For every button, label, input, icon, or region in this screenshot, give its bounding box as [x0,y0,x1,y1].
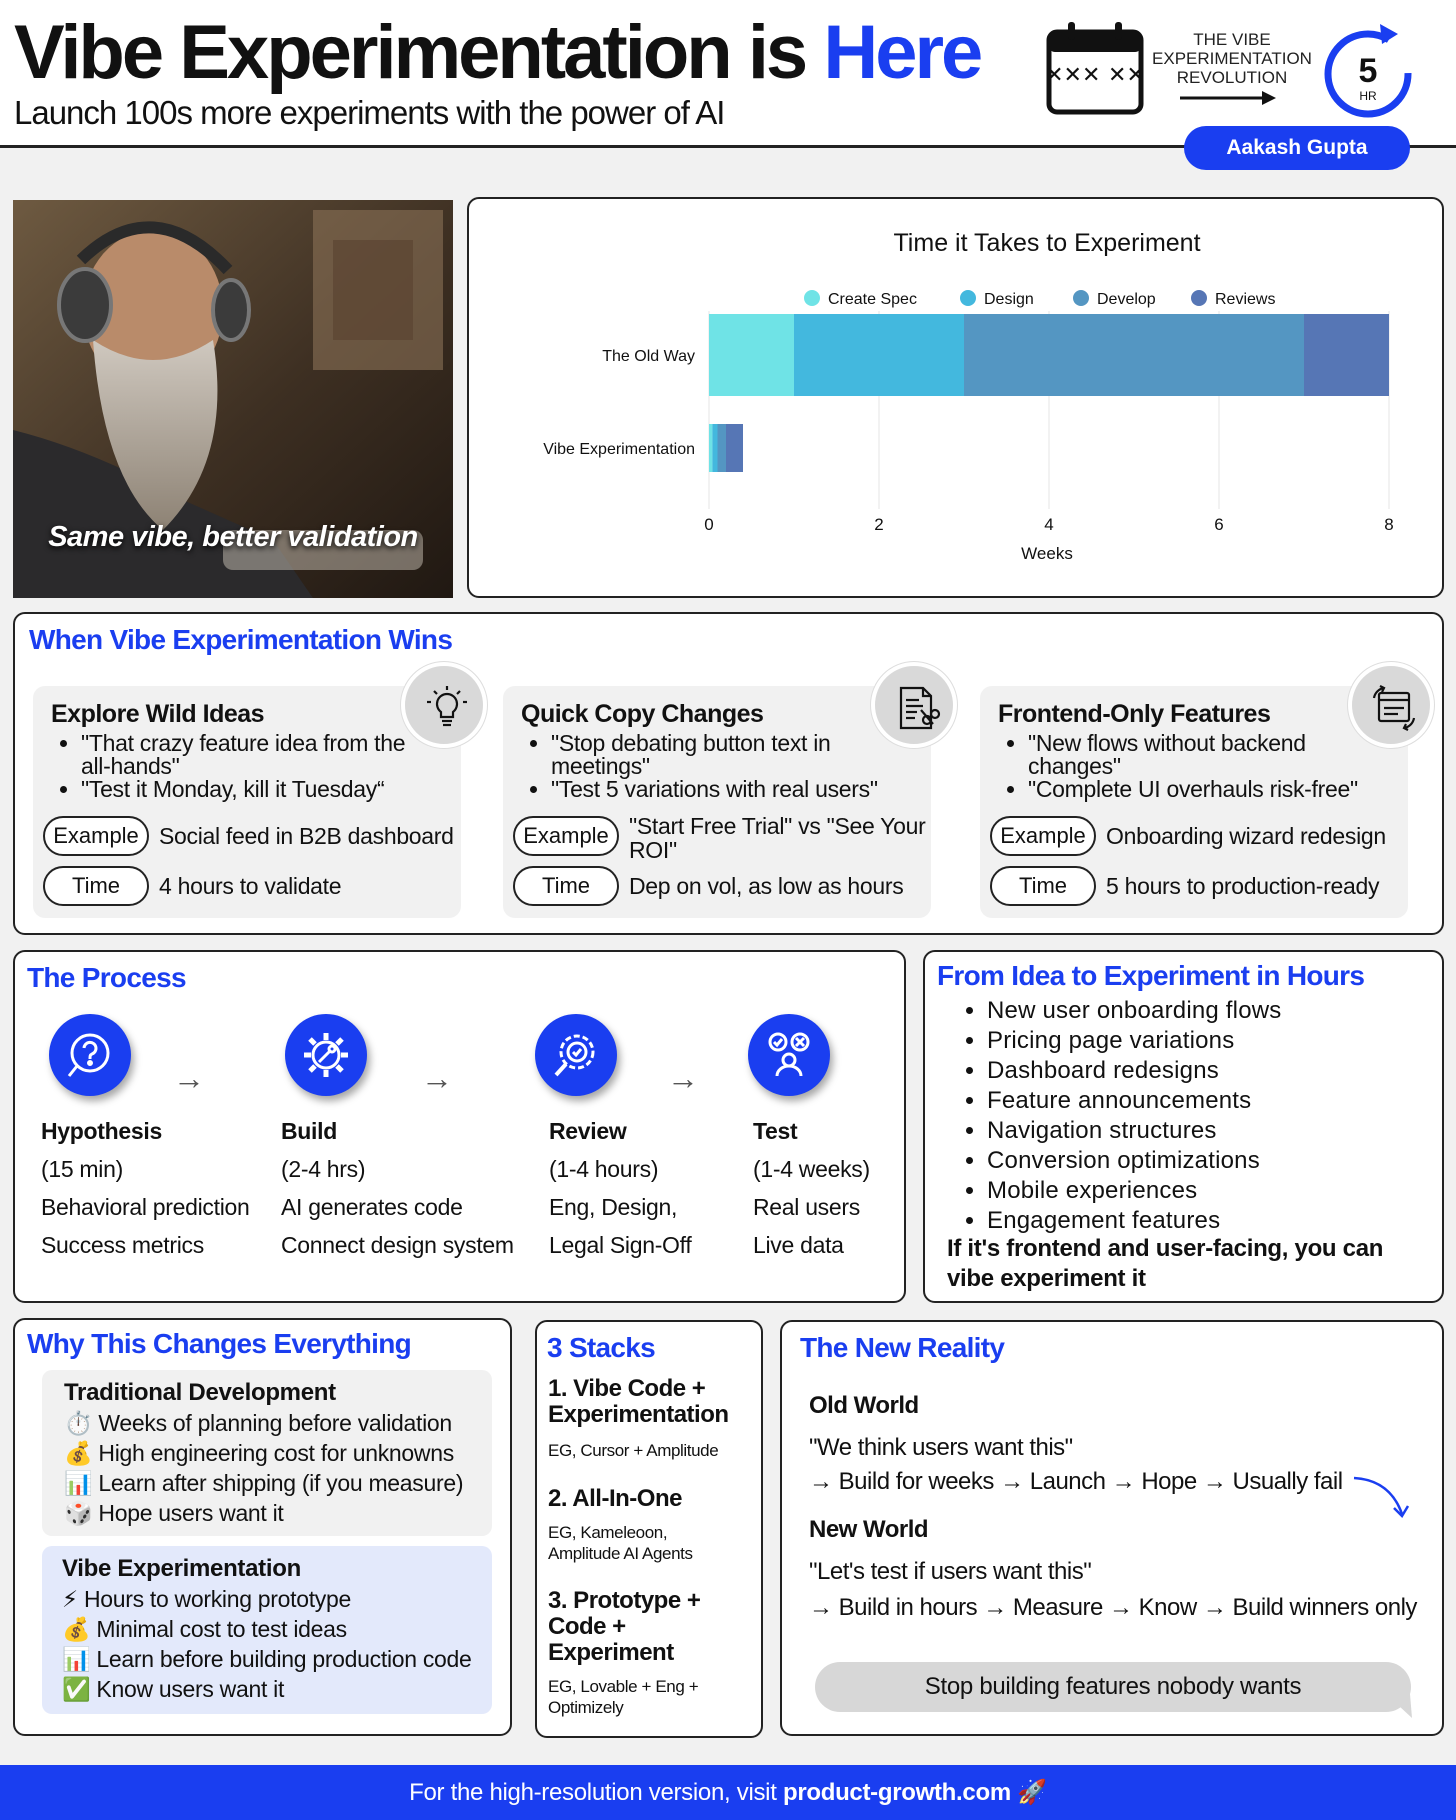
hero-photo [13,200,453,598]
step-name: Build [281,1118,337,1144]
step-detail: Behavioral prediction [41,1194,250,1220]
bar-segment [709,424,712,472]
list-item: 💰 Minimal cost to test ideas [62,1616,347,1642]
chart-tick-labels [704,515,1393,534]
time-value: 4 hours to validate [159,873,342,899]
stack-example: EG, Kameleoon, Amplitude AI Agents [548,1523,693,1563]
new-world-heading: New World [809,1516,929,1543]
step-text [753,1112,870,1264]
list-item: ✅ Know users want it [62,1676,285,1702]
time-value: Dep on vol, as low as hours [629,873,904,899]
chart-title: Time it Takes to Experiment [893,229,1201,257]
legend-swatch [804,290,820,306]
list-item: ⏱️ Weeks of planning before validation [64,1410,452,1436]
example-pill: Example [990,816,1096,856]
step-duration: (2-4 hrs) [281,1156,366,1182]
step-detail: Connect design system [281,1232,514,1258]
revolution-line-3: REVOLUTION [1176,68,1288,87]
chart-legend [804,290,1275,308]
list-item: • "Test it Monday, kill it Tuesday“ [81,778,431,801]
chart-panel [467,197,1444,598]
legend-label: Create Spec [828,291,917,308]
bar-segment [712,424,717,472]
chart-xlabel: Weeks [1021,544,1073,563]
step-detail: Success metrics [41,1232,204,1258]
chart-category-labels [543,348,695,458]
example-value: "Start Free Trial" vs "See Your ROI" [629,813,926,863]
window-refresh-icon [1348,662,1434,748]
stacks-section [535,1320,763,1738]
step-detail: Legal Sign-Off [549,1232,692,1258]
win-card-title: Frontend-Only Features [998,700,1271,728]
revolution-label [1152,30,1312,87]
question-icon [49,1014,131,1096]
stack-example: EG, Lovable + Eng + Optimizely [548,1677,699,1717]
gear-search-icon [535,1014,617,1096]
bar-segment [964,314,1304,396]
list-item: • Conversion optimizations [987,1146,1282,1176]
lightbulb-icon [401,662,487,748]
list-item: • Navigation structures [987,1116,1282,1146]
list-item: 💰 High engineering cost for unknowns [64,1440,454,1466]
calendar-marks: ✕✕✕ ✕✕ [1046,63,1144,88]
title-main: Vibe Experimentation is [14,10,824,95]
list-item: • "Stop debating button text in meetings" [551,732,901,778]
new-world-quote: "Let's test if users want this" [809,1558,1092,1585]
timer-icon [1322,18,1416,122]
list-item: 📊 Learn before building production code [62,1646,472,1672]
tick-label: 8 [1384,515,1394,534]
wins-title: When Vibe Experimentation Wins [29,624,453,655]
stack-heading: 1. Vibe Code + Experimentation [548,1375,729,1428]
example-pill: Example [513,816,619,856]
stack-heading: 3. Prototype + Code + Experiment [548,1587,701,1666]
step-detail: Real users [753,1194,860,1220]
idea-footer: If it's frontend and user-facing, you can vibe experiment it [947,1235,1384,1292]
category-label: Vibe Experimentation [543,441,695,458]
timer-unit: HR [1359,89,1377,103]
example-value: Onboarding wizard redesign [1106,823,1386,849]
step-detail: AI generates code [281,1194,463,1220]
example-pill: Example [43,816,149,856]
legend-label: Design [984,291,1034,308]
step-text [41,1112,250,1264]
footer-text: For the high-resolution version, visit [409,1779,783,1806]
list-item: • "That crazy feature idea from the all-hands" [81,732,431,778]
wins-section [13,612,1444,935]
why-title: Why This Changes Everything [27,1328,412,1359]
list-item: • Engagement features [987,1206,1282,1236]
rocket-icon: 🚀 [1017,1779,1047,1806]
time-value: 5 hours to production-ready [1106,873,1380,899]
reality-title: The New Reality [800,1332,1005,1363]
list-item: 🎲 Hope users want it [64,1500,284,1526]
list-item: • New user onboarding flows [987,996,1282,1026]
step-duration: (1-4 hours) [549,1156,659,1182]
footer-link[interactable]: product-growth.com [782,1779,1011,1806]
time-pill: Time [990,866,1096,906]
win-card [33,686,461,918]
arrow-right-icon: → [173,1060,205,1096]
list-item: ⚡ Hours to working prototype [62,1586,351,1612]
legend-swatch [1073,290,1089,306]
reality-section [780,1320,1444,1736]
step-duration: (1-4 weeks) [753,1156,870,1182]
photo-caption: Same vibe, better validation [48,521,418,553]
list-item: • Dashboard redesigns [987,1056,1282,1086]
time-to-experiment-chart [469,199,1446,600]
step-duration: (15 min) [41,1156,123,1182]
why-section [13,1318,512,1736]
calendar-icon [1046,20,1144,116]
list-item: 📊 Learn after shipping (if you measure) [64,1470,464,1496]
list-item: • Feature announcements [987,1086,1282,1116]
step-name: Test [753,1118,798,1144]
arrow-right-icon: → [667,1060,699,1096]
idea-title: From Idea to Experiment in Hours [937,960,1365,991]
list-item: • "Test 5 variations with real users" [551,778,901,801]
author-badge: Aakash Gupta [1184,126,1410,170]
arrow-right-icon: → [421,1060,453,1096]
bar-segment [718,424,727,472]
page-subtitle: Launch 100s more experiments with the power of AI [14,94,725,131]
win-card-bullets [551,732,901,801]
tick-label: 6 [1214,515,1224,534]
win-card [980,686,1408,918]
step-name: Review [549,1118,627,1144]
old-world-flow: → Build for weeks → Launch → Hope → Usually fail [809,1468,1343,1495]
legend-label: Reviews [1215,291,1276,308]
old-world-heading: Old World [809,1392,919,1419]
step-text [281,1112,514,1264]
arrow-right-icon [1178,88,1278,108]
gear-wrench-icon [285,1014,367,1096]
speech-bubble: Stop building features nobody wants [815,1662,1411,1712]
step-text [549,1112,691,1264]
stack-example: EG, Cursor + Amplitude [548,1441,719,1460]
bar-segment [1304,314,1389,396]
stack-heading: 2. All-In-One [548,1485,682,1512]
bar-segment [709,314,794,396]
idea-list [987,996,1282,1236]
bar-segment [726,424,743,472]
list-item: • Mobile experiences [987,1176,1282,1206]
vibe-box [42,1546,492,1714]
time-pill: Time [513,866,619,906]
list-item: • Pricing page variations [987,1026,1282,1056]
document-edit-icon [871,662,957,748]
step-detail: Eng, Design, [549,1194,678,1220]
traditional-heading: Traditional Development [64,1379,336,1406]
time-pill: Time [43,866,149,906]
revolution-line-2: EXPERIMENTATION [1152,49,1312,68]
vibe-heading: Vibe Experimentation [62,1555,301,1582]
win-card-title: Quick Copy Changes [521,700,764,728]
win-card-bullets [1028,732,1378,801]
curved-arrow-icon [1350,1472,1410,1527]
step-detail: Live data [753,1232,844,1258]
new-world-flow: → Build in hours → Measure → Know → Build winners only [809,1594,1417,1621]
traditional-box [42,1370,492,1536]
tick-label: 2 [874,515,884,534]
revolution-line-1: THE VIBE [1193,30,1271,49]
page-title [14,12,980,94]
list-item: • "New flows without backend changes" [1028,732,1378,778]
list-item: • "Complete UI overhauls risk-free" [1028,778,1378,801]
bar-segment [794,314,964,396]
win-card-title: Explore Wild Ideas [51,700,265,728]
speech-bubble-tail [1386,1694,1416,1720]
process-section [13,950,906,1303]
category-label: The Old Way [602,348,695,365]
tick-label: 0 [704,515,714,534]
legend-swatch [1191,290,1207,306]
win-card-bullets [81,732,431,801]
win-card [503,686,931,918]
timer-value: 5 [1358,52,1378,90]
user-test-icon [748,1014,830,1096]
example-value: Social feed in B2B dashboard [159,823,454,849]
tick-label: 4 [1044,515,1054,534]
stacks-title: 3 Stacks [547,1332,656,1363]
old-world-quote: "We think users want this" [809,1434,1073,1461]
process-title: The Process [27,962,186,993]
step-name: Hypothesis [41,1118,162,1144]
footer [0,1765,1456,1820]
legend-label: Develop [1097,291,1156,308]
title-accent: Here [823,10,981,95]
legend-swatch [960,290,976,306]
idea-section [923,950,1444,1303]
